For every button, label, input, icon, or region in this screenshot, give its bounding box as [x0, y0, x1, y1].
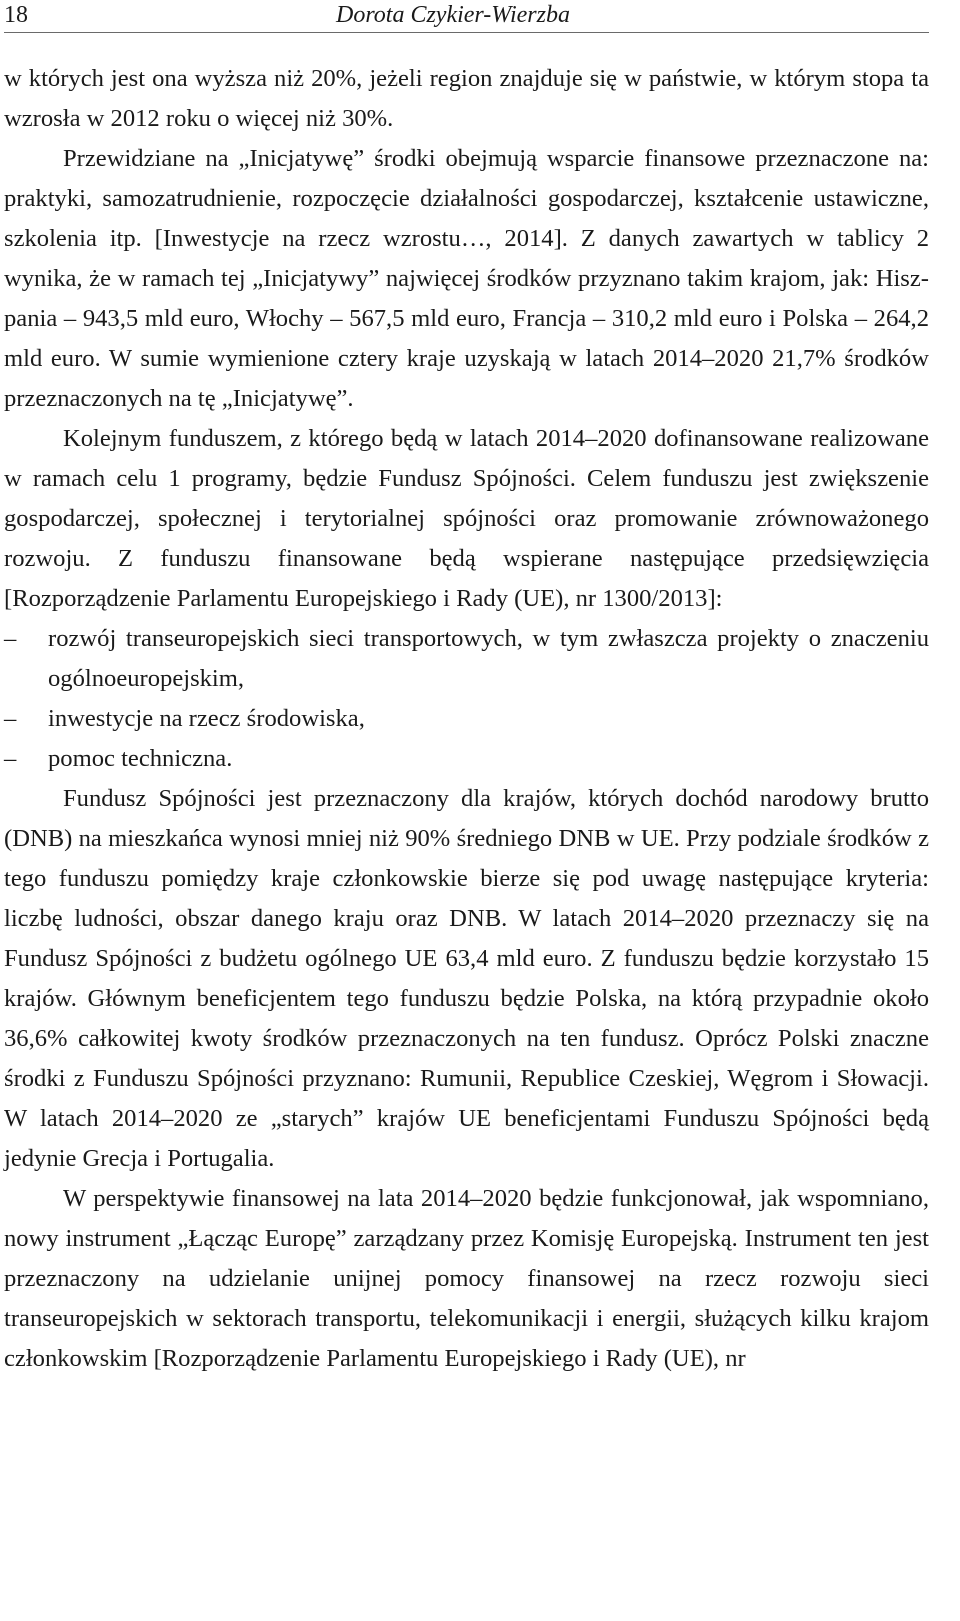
paragraph-initiative-funds: Przewidziane na „Inicjatywę” środki obejmują wsparcie finansowe przeznaczone na: praktyki, samozatrudnienie, rozpoczęcie działalności gospodarczej, kształcenie ustawiczne, szkolenia itp. [Inwestycje na rzecz wzrostu…, 2014]. Z danych zawartych w tablicy 2 wynika, że w ramach tej „Inicjatywy” najwięcej środków przyznano takim krajom, jak: Hiszpania – 943,5 mld euro, Włochy – 567,5 mld euro, Francja – 310,2 mld euro i Polska – 264,2 mld euro. W sumie wymienione cztery kraje uzyskają w latach 2014–2020 21,7% środków przeznaczonych na tę „Inicjatywę”. — [4, 145, 929, 412]
list-dash-marker: – — [4, 705, 17, 732]
list-item — [4, 619, 929, 699]
supported-projects-list — [4, 619, 929, 779]
running-title: Dorota Czykier-Wierzba — [336, 2, 570, 28]
list-item-text: pomoc techniczna. — [48, 745, 233, 772]
list-item-text: rozwój transeuropejskich sieci transportowych, w tym zwłaszcza projekty o znaczeniu ogólnoeuropejskim, — [48, 625, 929, 692]
list-dash-marker: – — [4, 625, 17, 652]
paragraph-connecting-europe: W perspektywie finansowej na lata 2014–2020 będzie funkcjonował, jak wspomniano, nowy instrument „Łącząc Europę” zarządzany przez Komisję Europejską. Instrument ten jest przeznaczony na udzielanie unijnej pomocy finansowej na rzecz rozwoju sieci transeuropejskich w sektorach transportu, telekomunikacji i energii, służących kilku krajom członkowskim [Rozporządzenie Parlamentu Europejskiego i Rady (UE), nr — [4, 1185, 929, 1372]
list-dash-marker: – — [4, 745, 17, 772]
body-text — [4, 59, 929, 1379]
paragraph-continuation: w których jest ona wyższa niż 20%, jeżeli region znajduje się w państwie, w którym stopa ta wzrosła w 2012 roku o więcej niż 30%. — [4, 65, 929, 132]
paragraph-cohesion-fund-allocation: Fundusz Spójności jest przeznaczony dla krajów, których dochód narodowy brutto (DNB) na mieszkańca wynosi mniej niż 90% średniego DNB w UE. Przy podziale środków z tego funduszu pomiędzy kraje członkowskie bierze się pod uwagę następujące kryteria: liczbę ludności, obszar danego kraju oraz DNB. W latach 2014–2020 przeznaczy się na Fundusz Spójności z budżetu ogólnego UE 63,4 mld euro. Z funduszu będzie korzystało 15 krajów. Głównym beneficjentem tego funduszu będzie Polska, na którą przypadnie około 36,6% całkowitej kwoty środków przeznaczonych na ten fundusz. Oprócz Polski znaczne środki z Funduszu Spójności przyznano: Rumunii, Republice Czeskiej, Węgrom i Słowacji. W latach 2014–2020 ze „starych” krajów UE beneficjentami Funduszu Spójności będą jedynie Grecja i Portugalia. — [4, 785, 929, 1172]
document-page — [4, 0, 929, 1379]
list-item — [4, 739, 929, 779]
page-number: 18 — [4, 2, 28, 28]
paragraph-cohesion-fund-intro: Kolejnym funduszem, z którego będą w latach 2014–2020 dofinansowane realizowane w ramach celu 1 programy, będzie Fundusz Spójności. Celem funduszu jest zwiększenie gospodarczej, społecznej i terytorialnej spójności oraz promowanie zrównoważonego rozwoju. Z funduszu finansowane będą wspierane następujące przedsięwzięcia [Rozporządzenie Parlamentu Europejskiego i Rady (UE), nr 1300/2013]: — [4, 425, 929, 612]
running-header — [4, 0, 929, 33]
list-item — [4, 699, 929, 739]
list-item-text: inwestycje na rzecz środowiska, — [48, 705, 365, 732]
